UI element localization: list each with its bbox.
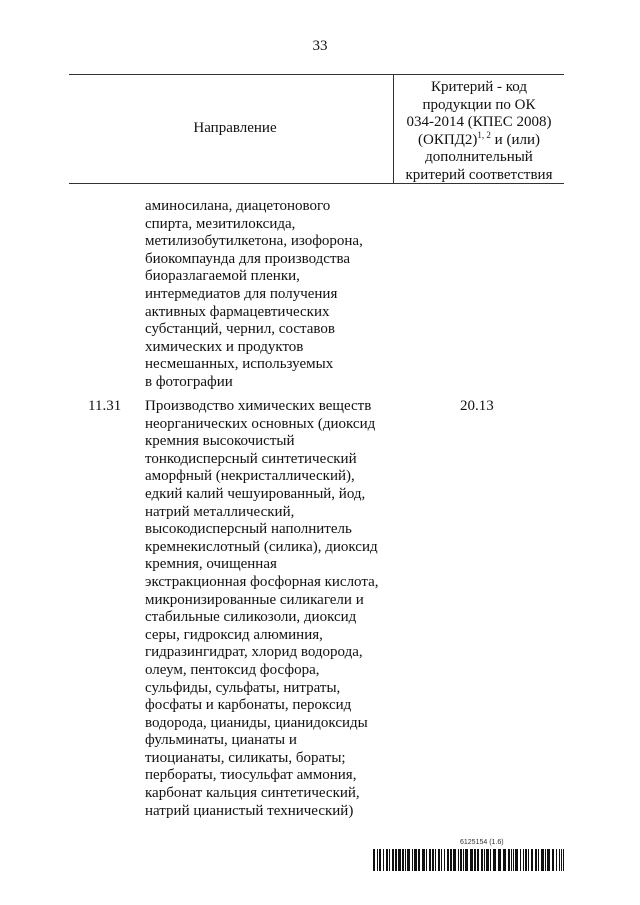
continuation-line: спирта, мезитилоксида, (145, 215, 296, 232)
continuation-line: аминосилана, диацетонового (145, 198, 331, 214)
row-description-line: фульминаты, цианаты и (145, 732, 297, 749)
continuation-line: активных фармацевтических (145, 303, 330, 320)
row-description-line: стабильные силикозоли, диоксид (145, 609, 357, 626)
header-criterion-line: 034-2014 (КПЕС 2008) (406, 114, 552, 130)
row-description-line: кремния, очищенная (145, 556, 277, 573)
row-description (145, 398, 379, 820)
row-description-line: гидразингидрат, хлорид водорода, (145, 644, 363, 661)
barcode-image (373, 849, 564, 871)
row-description-line: серы, гидроксид алюминия, (145, 626, 323, 643)
footnote-ref: 1, 2 (477, 129, 491, 140)
header-criterion-line (396, 129, 562, 150)
row-code: 20.13 (460, 398, 494, 414)
continuation-text (145, 198, 363, 392)
header-criterion-line: продукции по ОК (422, 96, 536, 113)
row-description-line: аморфный (некристаллический), (145, 468, 355, 485)
row-description-line: неорганических основных (диоксид (145, 415, 376, 432)
barcode-label: 6125154 (1.6) (460, 839, 504, 846)
row-description-line: Производство химических веществ (145, 398, 372, 414)
row-description-line: натрий металлический, (145, 503, 295, 520)
continuation-line: интермедиатов для получения (145, 285, 338, 302)
continuation-line: субстанций, чернил, составов (145, 321, 335, 338)
row-description-line: едкий калий чешуированный, йод, (145, 485, 366, 502)
row-description-line: тонкодисперсный синтетический (145, 450, 357, 467)
continuation-line: биоразлагаемой пленки, (145, 268, 300, 285)
continuation-line: в фотографии (145, 373, 233, 390)
row-description-line: микронизированные силикагели и (145, 591, 364, 608)
continuation-line: несмешанных, используемых (145, 356, 334, 373)
row-description-line: кремнекислотный (силика), диоксид (145, 538, 378, 555)
row-description-line: экстракционная фосфорная кислота, (145, 573, 379, 590)
table-top-rule (69, 74, 564, 75)
header-criterion-line: дополнительный (425, 149, 533, 165)
row-number: 11.31 (88, 398, 122, 414)
header-criterion-okpd: (ОКПД2) (418, 131, 478, 148)
header-direction: Направление (193, 120, 277, 136)
continuation-line: химических и продуктов (145, 338, 304, 355)
table-column-divider (393, 74, 394, 184)
row-description-line: водорода, цианиды, цианидоксиды (145, 714, 368, 731)
row-description-line: кремния высокочистый (145, 433, 295, 450)
row-description-line: олеум, пентоксид фосфора, (145, 661, 320, 678)
header-criterion-line: критерий соответствия (405, 166, 553, 183)
continuation-line: метилизобутилкетона, изофорона, (145, 233, 363, 250)
row-description-line: натрий цианистый технический) (145, 802, 354, 819)
row-description-line: сульфиды, сульфаты, нитраты, (145, 679, 341, 696)
row-description-line: тиоцианаты, силикаты, бораты; (145, 749, 346, 766)
row-description-line: пербораты, тиосульфат аммония, (145, 767, 357, 784)
page-number: 33 (312, 38, 328, 54)
continuation-line: биокомпаунда для производства (145, 250, 351, 267)
header-criterion-okpd-tail: и (или) (494, 131, 540, 148)
row-description-line: фосфаты и карбонаты, пероксид (145, 697, 352, 714)
row-description-line: высокодисперсный наполнитель (145, 521, 352, 538)
header-criterion (396, 79, 562, 184)
row-description-line: карбонат кальция синтетический, (145, 785, 360, 802)
header-criterion-line: Критерий - код (430, 79, 528, 95)
